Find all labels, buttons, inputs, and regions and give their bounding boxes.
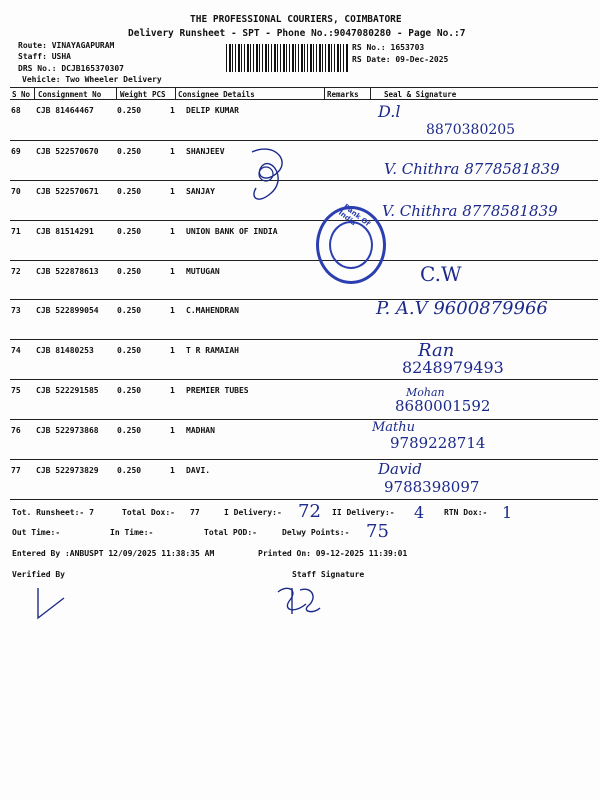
handwritten-name-phone: V. Chithra 8778581839 bbox=[382, 202, 558, 220]
verified-by-label: Verified By bbox=[12, 570, 65, 579]
row-consignee: DELIP KUMAR bbox=[186, 106, 239, 115]
row-pcs: 1 bbox=[170, 386, 175, 395]
i-delivery-value: 72 bbox=[298, 501, 321, 522]
row-pcs: 1 bbox=[170, 426, 175, 435]
row-weight: 0.250 bbox=[117, 267, 142, 276]
rs-number: RS No.: 1653703 bbox=[352, 43, 425, 52]
signature: David bbox=[378, 460, 422, 478]
runsheet-subtitle: Delivery Runsheet - SPT - Phone No.:9047080280 - Page No.:7 bbox=[128, 28, 466, 39]
row-sno: 75 bbox=[11, 386, 21, 395]
total-pod-label: Total POD:- bbox=[204, 528, 257, 537]
row-consignment: CJB 522570670 bbox=[36, 147, 99, 156]
in-time-label: In Time:- bbox=[110, 528, 154, 537]
row-sno: 68 bbox=[11, 106, 21, 115]
table-row bbox=[10, 419, 598, 460]
ii-delivery-value: 4 bbox=[414, 503, 425, 522]
table-row bbox=[10, 220, 598, 261]
row-consignment: CJB 522878613 bbox=[36, 267, 99, 276]
col-seal: Seal & Signature bbox=[384, 90, 457, 99]
row-consignee: C.MAHENDRAN bbox=[186, 306, 239, 315]
row-pcs: 1 bbox=[170, 147, 175, 156]
row-consignment: CJB 522973829 bbox=[36, 466, 99, 475]
row-consignee: MADHAN bbox=[186, 426, 215, 435]
rs-date: RS Date: 09-Dec-2025 bbox=[352, 55, 449, 64]
company-title: THE PROFESSIONAL COURIERS, COIMBATORE bbox=[190, 14, 402, 25]
row-sno: 76 bbox=[11, 426, 21, 435]
row-weight: 0.250 bbox=[117, 106, 142, 115]
stamp-text: Bank Of India bbox=[336, 202, 372, 229]
handwritten-phone: 8680001592 bbox=[395, 397, 491, 415]
row-weight: 0.250 bbox=[117, 346, 142, 355]
col-pcs: PCS bbox=[152, 90, 166, 99]
i-delivery-label: I Delivery:- bbox=[224, 508, 282, 517]
delwy-points-value: 75 bbox=[366, 521, 389, 542]
signature: D.l bbox=[378, 102, 401, 121]
entered-by: Entered By :ANBUSPT 12/09/2025 11:38:35 AM bbox=[12, 549, 215, 558]
handwritten-name: Mathu bbox=[372, 420, 416, 435]
handwritten-name: Mohan bbox=[406, 386, 445, 399]
col-weight: Weight bbox=[120, 90, 148, 99]
row-sno: 77 bbox=[11, 466, 21, 475]
row-weight: 0.250 bbox=[117, 386, 142, 395]
staff-signature bbox=[268, 580, 328, 620]
row-pcs: 1 bbox=[170, 187, 175, 196]
row-consignee: SHANJEEV bbox=[186, 147, 225, 156]
signature-scribble bbox=[244, 142, 294, 212]
row-consignment: CJB 81480253 bbox=[36, 346, 94, 355]
row-weight: 0.250 bbox=[117, 227, 142, 236]
row-weight: 0.250 bbox=[117, 147, 142, 156]
staff-signature-label: Staff Signature bbox=[292, 570, 365, 579]
total-runsheet: Tot. Runsheet:- 7 bbox=[12, 508, 94, 517]
row-consignee: PREMIER TUBES bbox=[186, 386, 249, 395]
row-consignment: CJB 522570671 bbox=[36, 187, 99, 196]
row-consignee: DAVI. bbox=[186, 466, 211, 475]
handwritten-phone: 8248979493 bbox=[402, 358, 504, 377]
handwritten-phone: 9789228714 bbox=[390, 434, 486, 452]
row-weight: 0.250 bbox=[117, 426, 142, 435]
row-pcs: 1 bbox=[170, 306, 175, 315]
staff-label: Staff: USHA bbox=[18, 52, 71, 61]
table-row bbox=[10, 339, 598, 380]
table-row bbox=[10, 379, 598, 420]
bank-stamp bbox=[316, 202, 386, 284]
row-pcs: 1 bbox=[170, 227, 175, 236]
row-consignment: CJB 81464467 bbox=[36, 106, 94, 115]
header-top-rule bbox=[10, 87, 598, 88]
row-consignee: T R RAMAIAH bbox=[186, 346, 239, 355]
row-weight: 0.250 bbox=[117, 187, 142, 196]
rtn-dox-value: 1 bbox=[502, 503, 513, 522]
out-time-label: Out Time:- bbox=[12, 528, 61, 537]
row-consignment: CJB 522291585 bbox=[36, 386, 99, 395]
row-consignee: UNION BANK OF INDIA bbox=[186, 227, 278, 236]
row-weight: 0.250 bbox=[117, 306, 142, 315]
barcode bbox=[226, 44, 348, 72]
drs-label: DRS No.: DCJB165370307 bbox=[18, 64, 124, 73]
col-sno: S No bbox=[12, 90, 31, 99]
row-pcs: 1 bbox=[170, 346, 175, 355]
row-consignment: CJB 522973868 bbox=[36, 426, 99, 435]
delwy-points-label: Delwy Points:- bbox=[282, 528, 350, 537]
ii-delivery-label: II Delivery:- bbox=[332, 508, 395, 517]
handwritten-initials: C.W bbox=[420, 262, 462, 286]
col-consignment: Consignment No bbox=[38, 90, 102, 99]
row-sno: 69 bbox=[11, 147, 21, 156]
col-consignee: Consignee Details bbox=[178, 90, 255, 99]
row-consignment: CJB 522899054 bbox=[36, 306, 99, 315]
row-pcs: 1 bbox=[170, 106, 175, 115]
verified-signature bbox=[30, 584, 70, 624]
row-consignee: SANJAY bbox=[186, 187, 215, 196]
signature: Ran bbox=[418, 340, 455, 361]
vehicle-label: Vehicle: Two Wheeler Delivery bbox=[22, 75, 162, 84]
row-sno: 70 bbox=[11, 187, 21, 196]
total-dox-value: 77 bbox=[190, 508, 200, 517]
handwritten-phone: 8870380205 bbox=[426, 122, 516, 138]
col-remarks: Remarks bbox=[327, 90, 359, 99]
handwritten-name-phone: V. Chithra 8778581839 bbox=[384, 160, 560, 178]
row-consignee: MUTUGAN bbox=[186, 267, 220, 276]
route-label: Route: VINAYAGAPURAM bbox=[18, 41, 115, 50]
row-rule bbox=[10, 499, 598, 500]
handwritten-name-phone: P. A.V 9600879966 bbox=[376, 298, 548, 319]
printed-on: Printed On: 09-12-2025 11:39:01 bbox=[258, 549, 408, 558]
row-consignment: CJB 81514291 bbox=[36, 227, 94, 236]
total-dox-label: Total Dox:- bbox=[122, 508, 175, 517]
row-sno: 73 bbox=[11, 306, 21, 315]
table-row bbox=[10, 260, 598, 301]
rtn-dox-label: RTN Dox:- bbox=[444, 508, 488, 517]
row-weight: 0.250 bbox=[117, 466, 142, 475]
row-sno: 74 bbox=[11, 346, 21, 355]
row-pcs: 1 bbox=[170, 466, 175, 475]
row-pcs: 1 bbox=[170, 267, 175, 276]
table-row bbox=[10, 459, 598, 500]
row-sno: 72 bbox=[11, 267, 21, 276]
handwritten-phone: 9788398097 bbox=[384, 478, 480, 496]
row-sno: 71 bbox=[11, 227, 21, 236]
